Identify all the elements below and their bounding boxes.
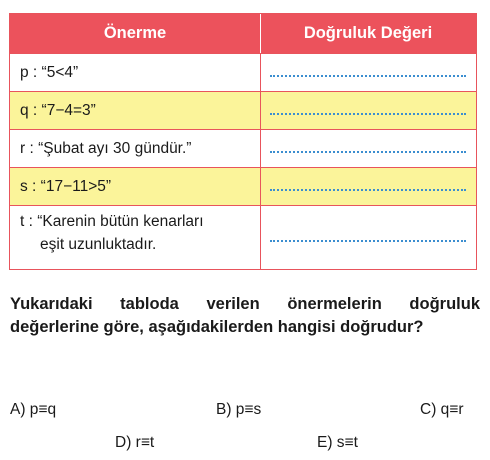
truth-value-blank-t: [260, 206, 475, 269]
header-proposition: Önerme: [103, 24, 167, 42]
truth-value-blank-r: [260, 130, 475, 167]
dotted-answer-line: [270, 151, 466, 153]
dotted-answer-line: [270, 75, 466, 77]
proposition-r: r : “Şubat ayı 30 gündür.”: [20, 139, 192, 157]
proposition-t-line2: eşit uzunluktadır.: [40, 236, 157, 253]
header-truth-value: Doğruluk Değeri: [260, 14, 475, 53]
question-text: Yukarıdaki tabloda verilen önermelerin doğruluk değerlerine göre, aşağıdakilerden hangisi doğrudur?: [10, 295, 480, 336]
proposition-t-line1: t : “Karenin bütün kenarları: [20, 213, 204, 230]
proposition-p: p : “5<4”: [20, 63, 79, 81]
dotted-answer-line: [270, 240, 466, 242]
proposition-q: q : “7−4=3”: [20, 101, 96, 119]
truth-value-table: [9, 13, 477, 270]
dotted-answer-line: [270, 189, 466, 191]
table-row-q: [10, 91, 476, 129]
table-row-s: [10, 167, 476, 205]
option-d[interactable]: D) r≡t: [115, 434, 155, 451]
table-row-p: [10, 53, 476, 91]
table-row-r: [10, 129, 476, 167]
dotted-answer-line: [270, 113, 466, 115]
option-e[interactable]: E) s≡t: [317, 434, 358, 451]
option-a[interactable]: A) p≡q: [10, 401, 57, 418]
truth-value-blank-s: [260, 168, 475, 205]
truth-value-blank-p: [260, 54, 475, 91]
proposition-s: s : “17−11>5”: [20, 177, 112, 195]
option-b[interactable]: B) p≡s: [216, 401, 262, 418]
proposition-t: [10, 206, 260, 269]
option-c[interactable]: C) q≡r: [420, 401, 464, 418]
table-header-row: [10, 14, 476, 53]
truth-value-blank-q: [260, 92, 475, 129]
table-row-t: [10, 205, 476, 269]
